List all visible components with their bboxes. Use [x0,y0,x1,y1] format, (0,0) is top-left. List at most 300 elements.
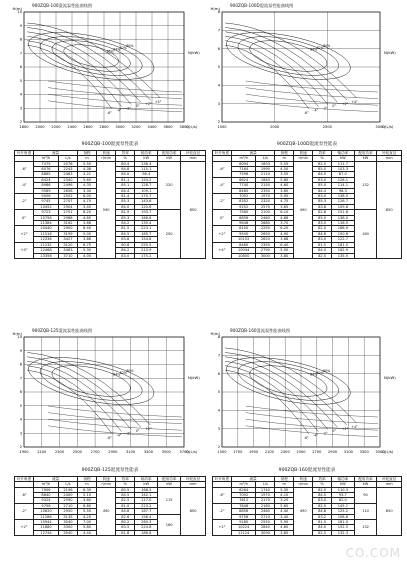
flow-m3h-cell: 9756 [231,514,256,519]
shaft-power-cell: 135.5 [332,253,355,258]
shaft-power-cell: 120.6 [135,204,158,209]
efficiency-label: 80% [323,369,331,374]
flow-m3h-cell: 10440 [34,226,59,231]
flow-m3h-cell: 10044 [231,248,256,253]
head-cell: 5.50 [78,509,97,514]
x-tick-label: 1800 [19,125,29,129]
flow-m3h-cell: 10452 [34,204,59,209]
flow-m3h-cell: 9252 [231,204,256,209]
head-cell: 4.50 [275,167,294,172]
head-cell: 6.20 [78,210,97,215]
y-tick-label: 10 [17,335,22,340]
shaft-power-cell: 142.1 [135,493,158,498]
head-cell: 5.00 [275,248,294,253]
shaft-power-cell: 152.5 [332,525,355,530]
flow-ls-cell: 2100 [256,210,275,215]
watermark: CO.COM [345,546,401,560]
y-tick-label: 8 [217,10,220,15]
blade-angle-label: -4° [116,108,122,113]
head-cell: 3.65 [275,204,294,209]
blade-angle-label: -4° [313,108,319,113]
y-tick-label: 4 [217,83,220,88]
blade-angle-label: 0° [332,429,336,434]
chart-panel-100d [212,4,402,134]
head-cell: 5.80 [78,525,97,530]
x-tick-label: 3100 [126,450,136,454]
head-cell: 5.80 [275,177,294,182]
performance-table [212,150,402,259]
efficiency-cell: 81.4 [116,194,135,199]
efficiency-cell: 84.0 [313,525,332,530]
head-cell: 5.10 [78,493,97,498]
unit-cell: mm [377,482,402,487]
efficiency-label: 84% [113,47,121,52]
flow-ls-cell: 2820 [256,237,275,242]
x-tick-label: 2300 [280,450,290,454]
blade-angle-cell: -6° [213,487,232,503]
chart-title: 900ZQB-100D混流泵性能曲线图 [230,3,294,8]
y-tick-label: 4 [19,417,22,422]
flow-ls-cell: 3135 [58,514,77,519]
header-cell: 叶轮直径 [181,151,206,156]
flow-m3h-cell: 9745 [34,199,59,204]
unit-cell: L/s [58,156,77,161]
head-cell: 4.10 [275,493,294,498]
efficiency-contour [247,360,330,402]
header-cell: 配用功率 [354,477,377,482]
shaft-power-cell: 154.8 [135,237,158,242]
flow-ls-cell: 3540 [58,530,77,535]
shaft-power-cell: 122.7 [332,237,355,242]
flow-m3h-cell: 9180 [231,520,256,525]
table-title: 900ZQB-100混流泵性能表 [81,142,139,147]
efficiency-cell: 80.2 [116,520,135,525]
unit-cell: m [275,156,294,161]
blade-angle-label: 0° [332,104,336,109]
flow-ls-cell: 3199 [58,231,77,236]
head-curve [27,27,150,100]
y-axis-unit: H(m) [12,331,22,336]
header-cell: 轴功率 [332,477,355,482]
blade-angle-cell: +2° [15,520,34,536]
right-axis-label: N(kW) [188,49,200,55]
flow-m3h-cell: 8460 [231,188,256,193]
flow-ls-cell: 1693 [256,161,275,166]
header-cell: 效率 [313,151,332,156]
efficiency-cell: 84.0 [116,172,135,177]
chart-title: 900ZQB-125混流泵性能曲线图 [32,328,93,333]
flow-ls-cell: 2463 [58,172,77,177]
header-cell: 转速 [294,151,313,156]
flow-m3h-cell: 10944 [34,520,59,525]
head-cell: 5.30 [275,487,294,492]
shaft-power-cell: 145.1 [332,503,355,508]
flow-ls-cell: 2350 [256,242,275,247]
flow-m3h-cell: 9648 [231,221,256,226]
header-cell: 叶片角度 [213,477,232,482]
motor-power-cell: 115 [158,487,181,514]
unit-cell: r/min [294,156,313,161]
unit-cell: % [313,482,332,487]
x-tick-label: 1700 [233,450,243,454]
x-tick-label: 3200 [131,125,141,129]
impeller-diameter-cell: 850 [377,161,402,258]
shaft-power-cell: 82.0 [332,498,355,503]
unit-cell: L/s [58,482,77,487]
efficiency-cell: 80.5 [116,487,135,492]
blade-angle-label: +2° [341,427,349,431]
efficiency-cell: 84.6 [313,231,332,236]
head-cell: 5.95 [275,194,294,199]
flow-ls-cell: 2650 [256,231,275,236]
header-cell: 配用功率 [158,477,181,482]
header-cell: 效率 [116,477,135,482]
flow-ls-cell: 2707 [58,199,77,204]
efficiency-cell: 82.8 [313,210,332,215]
header-cell: 扬程 [78,151,97,156]
x-tick-label: 2500 [322,125,332,129]
shaft-power-cell: 96.4 [135,172,158,177]
blade-angle-cell: -2° [213,194,232,210]
unit-cell: mm [181,482,206,487]
y-tick-label: 6 [217,46,220,51]
efficiency-cell: 82.0 [313,487,332,492]
efficiency-cell: 85.0 [313,215,332,220]
performance-table [212,476,402,536]
x-tick-label: 1900 [249,450,259,454]
head-cell: 6.30 [78,487,97,492]
header-cell: 流量 [34,151,78,156]
header-cell: 流量 [231,151,274,156]
flow-m3h-cell: 12744 [34,530,59,535]
y-tick-label: 2 [217,120,220,125]
efficiency-label: 80% [126,44,134,49]
x-tick-label: 3300 [143,450,154,454]
efficiency-cell: 82.5 [313,161,332,166]
header-cell: 配用功率 [354,151,377,156]
efficiency-cell: 82.5 [313,503,332,508]
flow-ls-cell: 3300 [58,525,77,530]
x-tick-label: 1900 [19,450,29,454]
header-cell: 扬程 [275,151,294,156]
y-tick-label: 4 [217,408,220,413]
flow-ls-cell: 2710 [58,503,77,508]
power-curve [246,101,378,112]
flow-ls-cell: 1970 [256,194,275,199]
speed-cell: 490 [97,487,116,536]
efficiency-cell: 82.5 [313,530,332,535]
head-cell: 6.40 [275,242,294,247]
blade-angle-label: +4° [155,99,162,104]
motor-power-cell: 220 [158,161,181,210]
efficiency-cell: 83.5 [116,525,135,530]
shaft-power-cell: 193.7 [135,210,158,215]
flow-ls-cell: 2350 [256,188,275,193]
flow-m3h-cell: 10800 [231,253,256,258]
shaft-power-cell: 128.7 [135,183,158,188]
header-cell: 轴功率 [332,151,355,156]
flow-m3h-cell: 10758 [34,215,59,220]
flow-ls-cell: 2701 [58,210,77,215]
shaft-power-cell: 185.7 [135,231,158,236]
y-tick-label: 3 [217,426,220,431]
flow-ls-cell: 3427 [58,237,77,242]
flow-m3h-cell: 9569 [34,188,59,193]
efficiency-cell: 81.1 [116,177,135,182]
head-cell: 3.55 [275,172,294,177]
performance-chart [212,329,402,459]
flow-ls-cell: 2590 [58,498,77,503]
shaft-power-cell: 223.1 [135,226,158,231]
unit-cell: r/min [97,482,116,487]
flow-ls-cell: 2710 [256,514,275,519]
efficiency-cell: 84.4 [313,188,332,193]
flow-m3h-cell: 11124 [231,530,256,535]
flow-m3h-cell: 8856 [231,509,256,514]
head-cell: 4.38 [78,167,97,172]
blade-angle-label: -4° [116,433,122,438]
header-cell: 轴功率 [135,151,158,156]
y-tick-label: 8 [217,335,220,340]
head-cell: 4.35 [78,183,97,188]
efficiency-cell: 83.0 [313,237,332,242]
blade-angle-cell: -4° [15,177,34,193]
y-tick-label: 3 [19,431,22,436]
efficiency-contour [37,354,146,408]
y-tick-label: 5 [19,78,22,83]
header-cell: 转速 [294,477,313,482]
head-cell: 3.80 [275,253,294,258]
efficiency-label: 84% [113,372,121,377]
shaft-power-cell: 187.7 [135,509,158,514]
unit-cell: m³/h [231,482,256,487]
table-row [15,487,206,492]
flow-ls-cell: 1840 [256,177,275,182]
header-cell: 扬程 [78,477,97,482]
efficiency-cell: 85.0 [313,167,332,172]
flow-m3h-cell: 8865 [34,172,59,177]
head-cell: 5.50 [78,161,97,166]
flow-ls-cell: 2460 [256,509,275,514]
right-axis-label: N(kW) [384,374,396,380]
efficiency-cell: 85.0 [313,183,332,188]
x-tick-label: 2500 [296,450,306,454]
shaft-power-cell: 125.2 [332,509,355,514]
efficiency-cell: 82.5 [313,253,332,258]
efficiency-cell: 82.0 [313,226,332,231]
x-tick-label: 2100 [264,450,274,454]
efficiency-cell: 82.5 [116,498,135,503]
shaft-power-cell: 126.1 [332,177,355,182]
flow-ls-cell: 1970 [256,493,275,498]
flow-ls-cell: 2243 [58,167,77,172]
efficiency-cell: 84.2 [116,221,135,226]
flow-ls-cell: 3000 [256,253,275,258]
unit-cell: L/s [256,482,275,487]
efficiency-cell: 84.2 [116,248,135,253]
shaft-power-cell: 223.2 [135,503,158,508]
blade-angle-label: -6° [107,110,112,115]
efficiency-cell: 84.5 [313,172,332,177]
flow-ls-cell: 2502 [58,194,77,199]
flow-ls-cell: 2180 [256,503,275,508]
shaft-power-cell: 98.3 [332,188,355,193]
x-tick-label: 2900 [328,450,338,454]
y-tick-label: 6 [19,390,22,395]
unit-cell: m³/h [34,482,59,487]
header-cell: 叶片角度 [15,151,34,156]
performance-table [14,150,206,259]
head-curve [225,27,347,100]
shaft-power-cell: 111.7 [332,161,355,166]
power-curve [48,426,182,437]
speed-cell: 490 [294,487,313,536]
flow-m3h-cell: 8076 [34,167,59,172]
flow-m3h-cell: 7596 [231,172,256,177]
head-cell: 4.60 [275,525,294,530]
efficiency-cell: 84.5 [116,231,135,236]
header-cell: 叶片角度 [15,477,34,482]
efficiency-label: 80% [126,369,134,374]
shaft-power-cell: 108.6 [332,514,355,519]
efficiency-cell: 84.5 [116,493,135,498]
flow-ls-cell: 2550 [256,520,275,525]
flow-ls-cell: 1740 [256,487,275,492]
y-tick-label: 2 [19,120,22,125]
efficiency-cell: 83.8 [116,237,135,242]
x-tick-label: 2100 [37,450,47,454]
performance-table [14,476,206,536]
efficiency-cell: 80.4 [116,161,135,166]
efficiency-cell: 85.3 [116,199,135,204]
flow-m3h-cell: 8856 [231,215,256,220]
motor-power-cell: 250 [158,210,181,259]
header-cell: 转速 [97,477,116,482]
head-cell: 3.86 [78,237,97,242]
flow-ls-cell: 2988 [58,215,77,220]
x-tick-label: 2800 [99,125,109,129]
blade-angle-cell: +4° [213,242,232,258]
unit-cell: r/min [294,482,313,487]
efficiency-cell: 81.5 [313,242,332,247]
motor-power-cell: 160 [158,514,181,536]
blade-angle-label: -2° [322,431,328,436]
unit-cell: kW [354,156,377,161]
head-cell: 4.20 [78,514,97,519]
flow-ls-cell: 2196 [58,487,77,492]
efficiency-label: 84% [310,372,318,377]
head-cell: 4.70 [78,199,97,204]
flow-m3h-cell: 11880 [34,525,59,530]
unit-cell: % [116,156,135,161]
y-tick-label: 7 [217,28,220,33]
flow-ls-cell: 3710 [58,253,77,258]
blade-angle-label: 0° [135,429,140,434]
head-cell: 5.60 [275,503,294,508]
flow-ls-cell: 2150 [256,183,275,188]
efficiency-label: 84% [310,47,318,52]
blade-angle-label: +2° [341,102,349,106]
blade-angle-label: -6° [107,435,112,440]
x-tick-label: 3000 [375,125,385,129]
head-cell: 3.60 [275,188,294,193]
blade-angle-cell: -2° [213,503,232,519]
flow-ls-cell: 2950 [58,509,77,514]
unit-cell: m³/h [34,156,59,161]
flow-ls-cell: 2170 [256,498,275,503]
flow-m3h-cell: 12468 [34,248,59,253]
head-cell: 3.60 [275,530,294,535]
flow-ls-cell: 1990 [256,167,275,172]
head-cell: 3.21 [78,172,97,177]
head-cell: 6.00 [78,194,97,199]
y-axis-unit: H(m) [210,6,220,11]
y-tick-label: 7 [19,376,22,381]
shaft-power-cell: 87.0 [332,172,355,177]
head-cell: 4.86 [275,215,294,220]
flow-m3h-cell: 7740 [231,183,256,188]
x-tick-label: 1500 [217,450,227,454]
unit-cell: kW [158,156,181,161]
efficiency-cell: 83.2 [313,514,332,519]
flow-ls-cell: 3090 [256,530,275,535]
x-tick-label: 2000 [270,125,280,129]
flow-m3h-cell: 8460 [231,242,256,247]
shaft-power-cell: 213.9 [135,248,158,253]
y-tick-label: 5 [19,403,22,408]
flow-m3h-cell: 9324 [34,498,59,503]
y-tick-label: 8 [19,362,22,367]
y-tick-label: 2 [19,445,22,450]
shaft-power-cell: 136.4 [135,161,158,166]
efficiency-cell: 84.5 [313,493,332,498]
unit-cell: kW [354,482,377,487]
blade-angle-cell: -4° [213,177,232,193]
header-cell: 流量 [34,477,78,482]
x-tick-label: 3400 [147,125,157,129]
flow-m3h-cell: 7164 [231,167,256,172]
y-tick-label: 2 [217,445,220,450]
table-title: 900ZQB-100D混流泵性能表 [276,142,338,147]
blade-angle-label: +4° [351,99,358,104]
head-cell: 4.00 [78,253,97,258]
shaft-power-cell: 175.2 [135,253,158,258]
blade-angle-cell: +2° [213,520,232,536]
efficiency-cell: 83.5 [313,221,332,226]
head-cell: 5.60 [78,177,97,182]
y-tick-label: 5 [217,390,220,395]
shaft-power-cell: 181.0 [332,520,355,525]
y-tick-label: 10 [17,10,22,15]
shaft-power-cell: 150.6 [332,231,355,236]
efficiency-cell: 85.3 [116,215,135,220]
flow-m3h-cell: 12336 [34,237,59,242]
y-tick-label: 6 [19,65,22,70]
efficiency-label: 82% [119,45,127,50]
shaft-power-cell: 255.5 [135,242,158,247]
blade-angle-cell: -6° [213,161,232,177]
blade-angle-label: +2° [145,427,152,431]
unit-cell: mm [181,156,206,161]
head-cell: 3.68 [275,237,294,242]
flow-m3h-cell: 9540 [231,231,256,236]
flow-m3h-cell: 6624 [231,177,256,182]
x-tick-label: 2600 [83,125,93,129]
unit-cell: m³/h [231,156,256,161]
header-cell: 叶轮直径 [181,477,206,482]
header-cell: 叶轮直径 [377,477,402,482]
x-tick-label: 3700 [179,450,189,454]
